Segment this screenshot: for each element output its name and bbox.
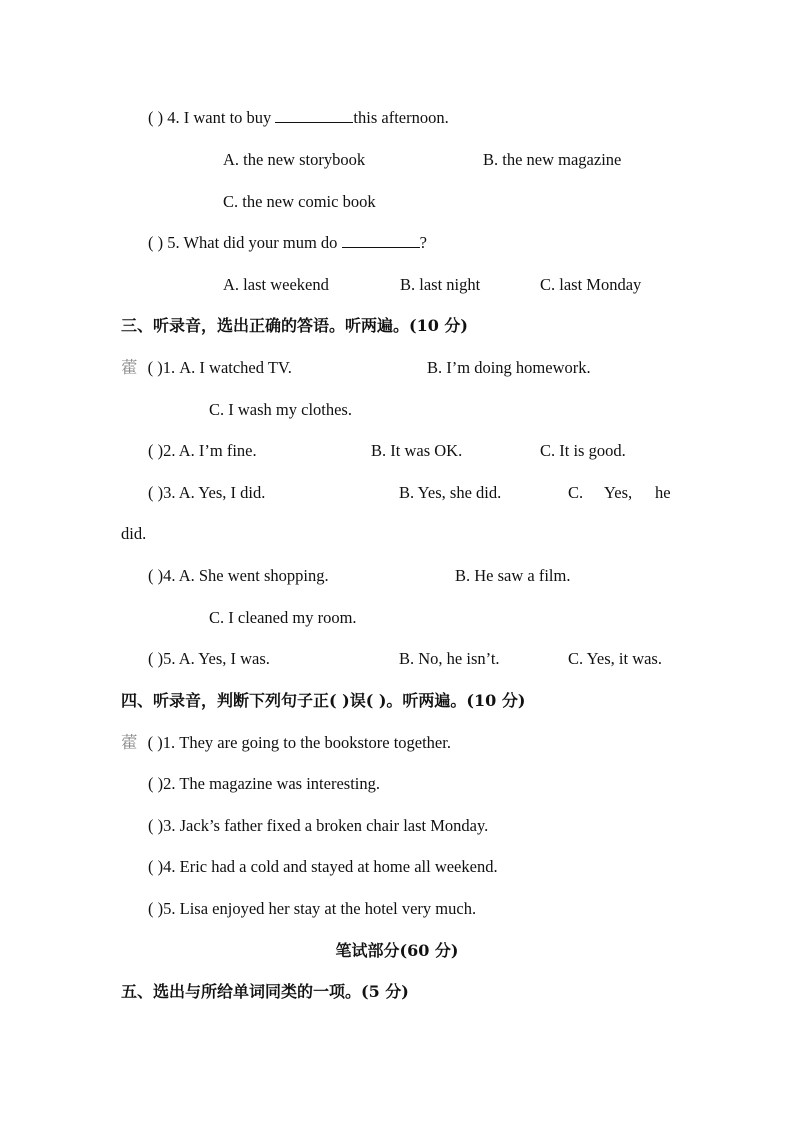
statement-text: 5. Lisa enjoyed her stay at the hotel very much.	[163, 899, 477, 918]
statement-text: 2. The magazine was interesting.	[163, 774, 381, 793]
written-part-title: 笔试部分(60 分)	[335, 941, 459, 960]
option-c-word: did.	[121, 524, 147, 543]
p4-item-4	[148, 857, 498, 877]
statement-text: 1. They are going to the bookstore together.	[162, 733, 451, 752]
answer-paren[interactable]: ( )	[147, 358, 163, 377]
margin-mark: 藿	[121, 733, 138, 752]
option-c-word: Yes,	[604, 483, 633, 502]
option-b: B. He saw a film.	[455, 566, 571, 585]
option-a: 1. A. I watched TV.	[162, 358, 292, 377]
question-text: What did your mum do	[183, 233, 338, 252]
statement-text: 3. Jack’s father fixed a broken chair last Monday.	[163, 816, 489, 835]
option-b: B. Yes, she did.	[399, 483, 502, 502]
fill-blank[interactable]	[275, 108, 353, 123]
question-text: I want to buy	[183, 108, 272, 127]
question-5	[148, 233, 427, 253]
answer-paren[interactable]: ( )	[148, 233, 164, 252]
section-heading-5: 五、选出与所给单词同类的一项。(5 分)	[121, 982, 409, 1001]
question-number: 4.	[167, 108, 180, 127]
answer-paren[interactable]: ( )	[148, 774, 164, 793]
option-a: 4. A. She went shopping.	[163, 566, 329, 585]
option-a: A. the new storybook	[223, 150, 366, 169]
p3-question-5	[148, 649, 270, 669]
option-a: 2. A. I’m fine.	[163, 441, 257, 460]
answer-paren[interactable]: ( )	[148, 857, 164, 876]
question-text-after: this afternoon.	[353, 108, 449, 127]
answer-paren[interactable]: ( )	[148, 816, 164, 835]
answer-paren[interactable]: ( )	[148, 108, 164, 127]
question-number: 5.	[167, 233, 180, 252]
option-b: B. last night	[400, 275, 481, 294]
option-c: C. I cleaned my room.	[209, 608, 357, 627]
option-b: B. the new magazine	[483, 150, 622, 169]
option-c: C. last Monday	[540, 275, 642, 294]
option-a: 5. A. Yes, I was.	[163, 649, 270, 668]
option-c: C. Yes, it was.	[568, 649, 662, 668]
margin-mark: 藿	[121, 358, 138, 377]
section-heading-4: 四、听录音，判断下列句子正( )误( )。听两遍。(10 分)	[121, 691, 526, 710]
p4-item-3	[148, 816, 488, 836]
p4-item-2	[148, 774, 380, 794]
option-b: B. No, he isn’t.	[399, 649, 500, 668]
section-heading-3: 三、听录音，选出正确的答语。听两遍。(10 分)	[121, 316, 468, 335]
option-c-label: C.	[568, 483, 584, 502]
option-c: C. the new comic book	[223, 192, 376, 211]
p3-question-2	[148, 441, 257, 461]
option-a: A. last weekend	[223, 275, 329, 294]
p3-question-3	[148, 483, 265, 503]
option-b: B. It was OK.	[371, 441, 463, 460]
p4-item-1	[121, 733, 451, 753]
option-c: C. It is good.	[540, 441, 626, 460]
question-4	[148, 108, 449, 128]
answer-paren[interactable]: ( )	[148, 566, 164, 585]
answer-paren[interactable]: ( )	[148, 441, 164, 460]
p4-item-5	[148, 899, 476, 919]
option-c-word: he	[655, 483, 671, 502]
statement-text: 4. Eric had a cold and stayed at home all weekend.	[163, 857, 498, 876]
option-b: B. I’m doing homework.	[427, 358, 591, 377]
p3-question-1	[121, 358, 292, 378]
question-text-after: ?	[419, 233, 427, 252]
option-a: 3. A. Yes, I did.	[163, 483, 266, 502]
answer-paren[interactable]: ( )	[147, 733, 163, 752]
p3-question-4	[148, 566, 329, 586]
answer-paren[interactable]: ( )	[148, 649, 164, 668]
fill-blank[interactable]	[342, 233, 420, 248]
option-c: C. I wash my clothes.	[209, 400, 352, 419]
answer-paren[interactable]: ( )	[148, 899, 164, 918]
answer-paren[interactable]: ( )	[148, 483, 164, 502]
